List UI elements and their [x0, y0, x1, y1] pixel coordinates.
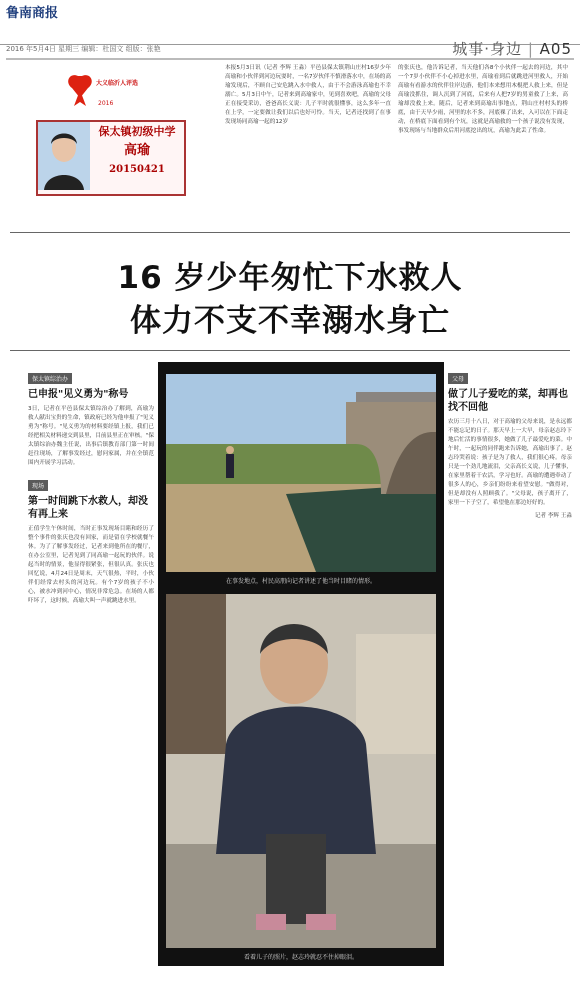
section-header: 城事·身边 | A05: [452, 40, 572, 58]
scene-text: 正值学生午休时间，当时正事发现场目睹和经历了整个事件的张庆也没有回家，而是留在学校就餐午休。为了了解事发经过，记者来到他所在的餐厅，在办公室里，记者见到了同高瑜一起玩的伙伴。说起当时的情景，他显得很紧张，但很认真。张庆也回忆说，4月24日是周末，天气很热，平时，小伙伴们经常去村头的河边玩。有个7岁的孩子不小心，被水冲到河中心，情况非常危急。在场的人都吓坏了，这时候，高瑜大叫一声就跳进水里。: [28, 526, 154, 604]
byline: 记者 李辉 王淼: [534, 513, 572, 519]
id-text-block: [94, 124, 180, 178]
student-number: 20150421: [109, 164, 165, 175]
headline-line-1: 16 岁少年匆忙下水救人: [117, 260, 463, 296]
school-name: 保太镇初级中学: [98, 125, 176, 138]
sidebar-text: 3日，记者在平邑县保太镇综治办了解到，高瑜为救人献出宝贵的生命，镇政府已经为他申报了"见义勇为"称号。"见义勇为的材料要经镇上报，我们已经把相关材料递交到县里，目前县里正在审核。"保太镇综治办魏主任说，出事后镇教育部门第一时间赶往现场，了解事发经过，慰问家属，并在全镇范围内开展学习活动。: [28, 406, 154, 466]
award-year: 2016: [98, 100, 114, 107]
scene-tag: 现场: [28, 480, 48, 491]
newspaper-logo: 鲁南商报: [6, 6, 59, 21]
mother-portrait-image: [166, 594, 436, 948]
student-portrait-icon: [38, 122, 90, 190]
headline-rule-top: [10, 232, 570, 233]
edition-meta: 2016 年5月4日 星期三 编辑：杜国文 组版：张艳: [6, 45, 161, 53]
section-tag: 保太镇综治办: [28, 373, 72, 384]
sidebar-subhead: 已申报"见义勇为"称号: [28, 389, 129, 400]
right-sidebar: [448, 366, 572, 521]
award-title: 大义临沂人评选: [96, 80, 139, 87]
parents-subhead: 做了儿子爱吃的菜，却再也找不回他: [448, 389, 568, 413]
parents-tag: 父母: [448, 373, 468, 384]
page-number: A05: [539, 40, 572, 58]
river-bridge-image: [166, 374, 436, 572]
headline-line-2: 体力不支不幸溺水身亡: [130, 303, 450, 339]
photo-caption-2: 看着儿子的照片，赵志玲就忍不住掉眼泪。: [243, 954, 358, 961]
section-label: 城事·身边: [452, 40, 523, 58]
mother-photo: [166, 594, 436, 948]
river-photo: [166, 374, 436, 572]
header-rule: [6, 58, 574, 60]
headline-rule-bottom: [10, 350, 570, 351]
left-sidebar: [28, 366, 154, 606]
student-name: 高瑜: [123, 143, 150, 158]
parents-text: 农历三月十八日，对于高瑜的父母来说，是永远都不能忘记的日子。那天早上一大早，母亲赵志玲下地后忙活的事情很多，她做了儿子最爱吃的菜。中午时，一起玩的同伴跑来告诉她，高瑜出事了。赵志玲哭着说：孩子是为了救人，我们很心疼。母亲只是一个劲儿地流泪，父亲高长义说，儿子懂事，在家里帮着干农活，学习也好。高瑜的遭遇牵动了很多人的心，乡亲们纷纷来看望安慰。"做得对，但是却没有人照顾我了。"父母说，孩子离开了，家里一下子空了，希望他在那边好好的。: [448, 419, 572, 506]
article-column-1: 本报5月3日讯（记者 李辉 王淼）平邑县保太镇荆山庄村16岁少年高瑜和小伙伴到河边玩耍时，一名7岁伙伴不慎滑落水中，在场的高瑜发现后，不顾自己安危跳入水中救人，由于不会游泳高瑜也不幸溺亡。5月3日中午，记者来到高瑜家中，见到喜欢吧，高瑜的父母正在接受采访，爸爸高长义说：儿子平时就很懂事，这么多年一直在上学，一定要做让我们以后也好可怜。当天，记者还找到了在事发现场同高瑜一起的12岁: [225, 65, 391, 125]
photo-caption-1: 在事发地点，村民高朋向记者讲述了他当时目睹的情形。: [225, 578, 376, 585]
scene-subhead: 第一时间跳下水救人，却没有再上来: [28, 496, 148, 520]
award-logo: [60, 68, 160, 108]
article-column-2: 的张庆也，他告诉记者，当天他们各8个小伙伴一起去的河边，其中一个7岁小伙伴不小心掉进水里，高瑜看到后就跳进河里救人，开始高瑜有看游水的伙伴往岸边游，他们本来想用木棍把人救上来，但是高瑜没抓住，调人沉到了河底，后来有人把7岁的男童救了上来，高瑜却没救上来。随后，记者来到高瑜出事地点，荆山庄村村头的桥底，由于天旱少雨，河里的水不多，河底裸了出来，入可以在下面走动，在桥底下面看到有个坑，这就是高瑜救的一个孩子说没有发现，事发现场与当地群众后用河底挖出的坑，高瑜为此丢了性命。: [398, 65, 568, 134]
student-photo: [38, 122, 90, 190]
